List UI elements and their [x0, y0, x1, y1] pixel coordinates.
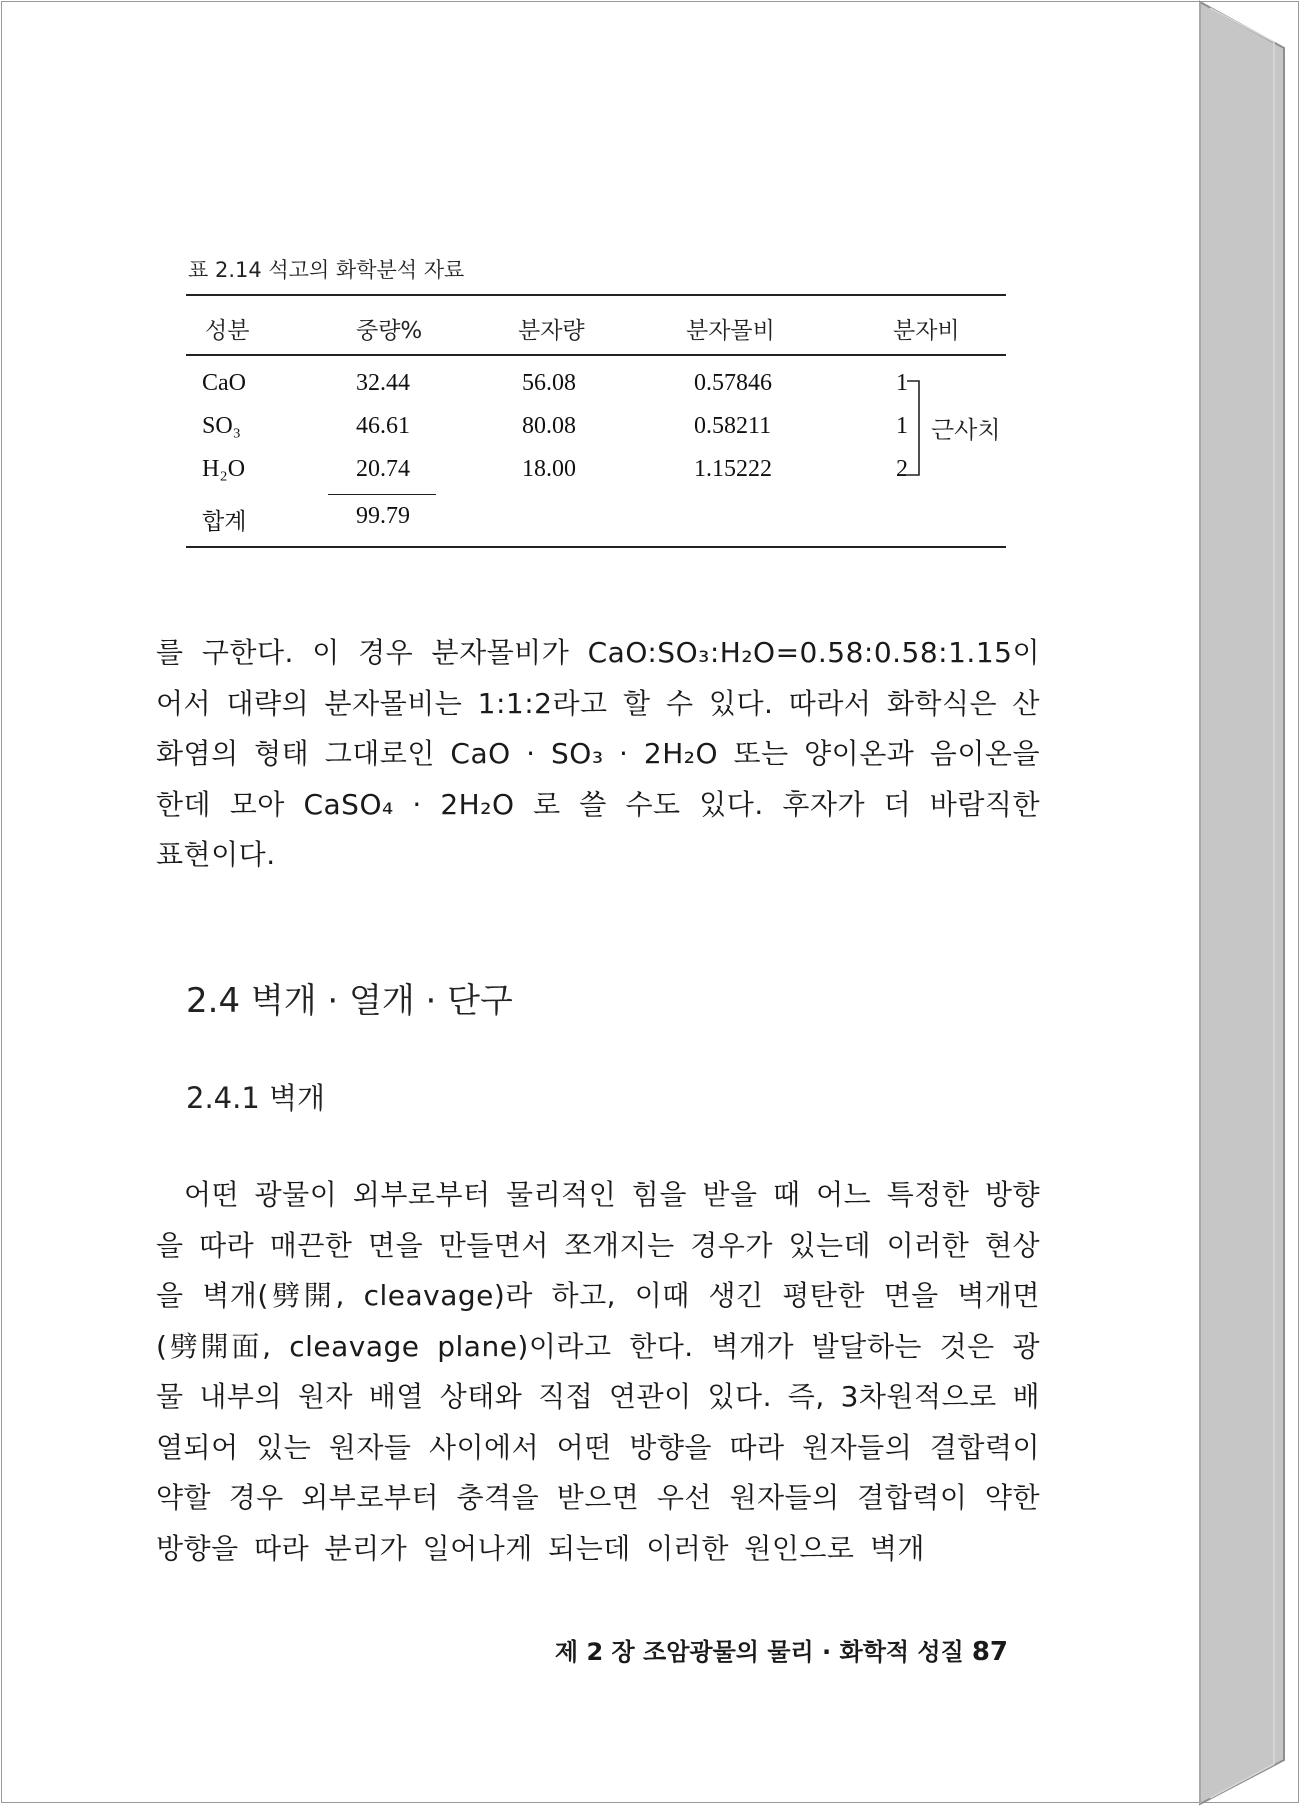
- table-cell-component: H₂O: [202, 456, 246, 482]
- table-bottom-rule: [186, 546, 1006, 548]
- approximation-note: 근사치: [931, 416, 1001, 444]
- table-cell-ratio: 1: [896, 413, 908, 439]
- table-cell-molar-ratio: 1.15222: [694, 456, 772, 482]
- table-header-rule: [186, 354, 1006, 356]
- approximation-bracket: [905, 378, 925, 478]
- table-total-value: 99.79: [356, 503, 410, 529]
- table-cell-molar-ratio: 0.58211: [694, 413, 772, 439]
- table-top-rule: [186, 294, 1006, 296]
- table-header-weight: 중량%: [356, 318, 423, 344]
- table-cell-ratio: 2: [896, 456, 908, 482]
- table-cell-component: SO₃: [202, 413, 242, 439]
- table-header-molar-ratio: 분자몰비: [686, 318, 775, 344]
- table-cell-component: CaO: [202, 370, 246, 396]
- table-cell-ratio: 1: [896, 370, 908, 396]
- table-header-ratio: 분자비: [893, 318, 960, 344]
- table-cell-molecular-weight: 80.08: [522, 413, 576, 439]
- page-number: 87: [971, 1637, 1008, 1667]
- table-caption: 표 2.14 석고의 화학분석 자료: [188, 258, 465, 282]
- table-header-molecular-weight: 분자량: [518, 318, 585, 344]
- table-cell-weight: 32.44: [356, 370, 410, 396]
- table-cell-molecular-weight: 56.08: [522, 370, 576, 396]
- section-heading: 2.4 벽개 · 열개 · 단구: [186, 981, 513, 1021]
- table-total-label: 합계: [202, 509, 247, 535]
- table-cell-weight: 20.74: [356, 456, 410, 482]
- body-paragraph: 어떤 광물이 외부로부터 물리적인 힘을 받을 때 어느 특정한 방향을 따라 매끈한 면을 만들면서 쪼개지는 경우가 있는데 이러한 현상을 벽개(劈開, cleavage)라 하고, 이때 생긴 평탄한 면을 벽개면(劈開面, cleavage plane)이라고 한다. 벽개가 발달하는 것은 광물 내부의 원자 배열 상태와 직접 연관이 있다. 즉, 3차원적으로 배열되어 있는 원자들 사이에서 어떤 방향을 따라 원자들의 결합력이 약할 경우 외부로부터 충격을 받으면 우선 원자들의 결합력이 약한 방향을 따라 분리가 일어나게 되는데 이러한 원인으로 벽개: [156, 1178, 1040, 1565]
- table-cell-weight: 46.61: [356, 413, 410, 439]
- chapter-title: 제 2 장 조암광물의 물리 · 화학적 성질: [554, 1638, 964, 1666]
- table-subtotal-rule: [328, 494, 436, 495]
- table-cell-molecular-weight: 18.00: [522, 456, 576, 482]
- table-header-component: 성분: [205, 318, 250, 344]
- body-paragraph: 를 구한다. 이 경우 분자몰비가 CaO:SO₃:H₂O=0.58:0.58:1.15이어서 대략의 분자몰비는 1:1:2라고 할 수 있다. 따라서 화학식은 산화염의 형태 그대로인 CaO · SO₃ · 2H₂O 또는 양이온과 음이온을 한데 모아 CaSO₄ · 2H₂O 로 쓸 수도 있다. 후자가 더 바람직한 표현이다.: [156, 636, 1040, 871]
- subsection-heading: 2.4.1 벽개: [186, 1081, 326, 1115]
- page-footer: [520, 1632, 1008, 1667]
- table-cell-molar-ratio: 0.57846: [694, 370, 772, 396]
